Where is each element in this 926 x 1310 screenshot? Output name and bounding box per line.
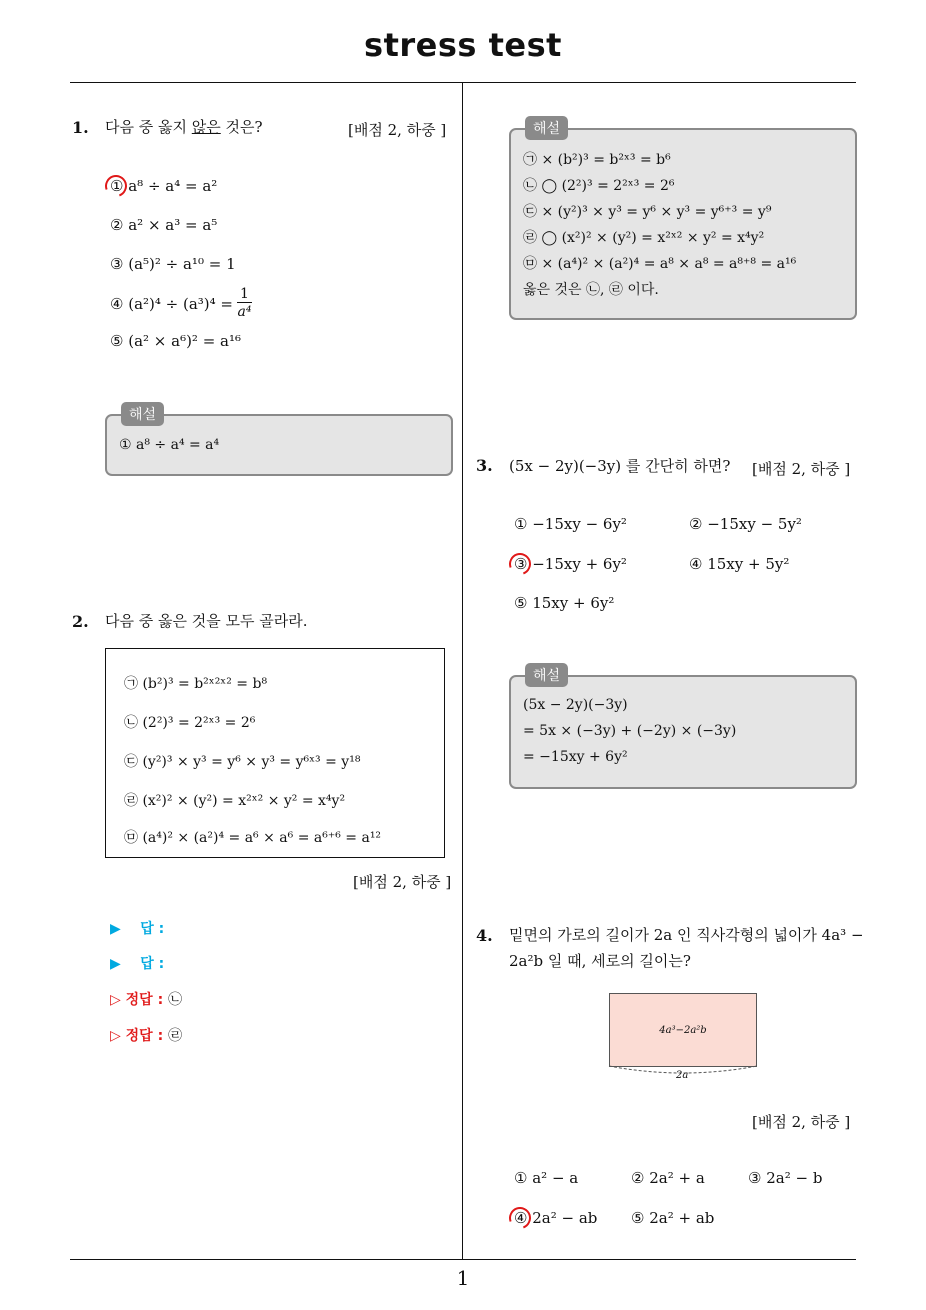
q2-item-5: ㉤ (a⁴)² × (a²)⁴ = a⁶ × a⁶ = a⁶⁺⁶ = a¹² <box>124 830 382 846</box>
q1-option-5[interactable]: ⑤ (a² × a⁶)² = a¹⁶ <box>110 332 242 350</box>
q4-figure-area-label: 4a³−2a²b <box>659 1024 707 1036</box>
q4-score: [배점 2, 하중 ] <box>752 1113 851 1131</box>
q3-score: [배점 2, 하중 ] <box>752 460 851 478</box>
q2-answer-field-1[interactable]: ▶ 답 : <box>110 921 165 937</box>
q2-item-3: ㉢ (y²)³ × y³ = y⁶ × y³ = y⁶ˣ³ = y¹⁸ <box>124 754 361 770</box>
page-number: 1 <box>456 1266 470 1290</box>
q2-correct-answer-2: ▷ 정답 : ㉣ <box>110 1028 183 1044</box>
q4-number: 4. <box>476 926 493 945</box>
q2-explanation-line-1: ㉠ × (b²)³ = b²ˣ³ = b⁶ <box>523 152 671 168</box>
q4-figure-width-label: 2a <box>676 1070 689 1081</box>
column-divider <box>462 83 463 1259</box>
q2-item-2: ㉡ (2²)³ = 2²ˣ³ = 2⁶ <box>124 715 256 731</box>
q3-option-2[interactable]: ② −15xy − 5y² <box>689 515 802 533</box>
triangle-outline-icon: ▷ <box>110 1028 121 1044</box>
q4-option-1[interactable]: ① a² − a <box>514 1169 579 1187</box>
q1-option-4-fraction: $\frac{1}{\text{a⁴}}$ <box>237 286 252 320</box>
q3-explanation-line-3: = −15xy + 6y² <box>523 749 628 765</box>
q2-correct-answer-1: ▷ 정답 : ㉡ <box>110 992 183 1008</box>
q1-score: [배점 2, 하중 ] <box>348 121 447 139</box>
q2-explanation-line-6: 옳은 것은 ㉡, ㉣ 이다. <box>523 282 659 298</box>
q1-option-2[interactable]: ② a² × a³ = a⁵ <box>110 216 218 234</box>
q2-explanation-line-5: ㉤ × (a⁴)² × (a²)⁴ = a⁸ × a⁸ = a⁸⁺⁸ = a¹⁶ <box>523 256 797 272</box>
q3-option-1[interactable]: ① −15xy − 6y² <box>514 515 627 533</box>
q4-option-5[interactable]: ⑤ 2a² + ab <box>631 1209 715 1227</box>
q3-explanation-box <box>509 668 857 789</box>
q4-option-2[interactable]: ② 2a² + a <box>631 1169 705 1187</box>
q2-item-1: ㉠ (b²)³ = b²ˣ²ˣ² = b⁸ <box>124 676 268 692</box>
play-icon: ▶ <box>110 956 121 972</box>
header-rule <box>70 82 856 83</box>
play-icon: ▶ <box>110 921 121 937</box>
q1-number: 1. <box>72 118 89 137</box>
q4-text-line-2: 2a²b 일 때, 세로의 길이는? <box>509 952 691 970</box>
triangle-outline-icon: ▷ <box>110 992 121 1008</box>
q1-option-4[interactable]: ④ (a²)⁴ ÷ (a³)⁴ = $\frac{1}{\text{a⁴}}$ <box>110 286 252 320</box>
q4-option-4[interactable]: ④ 2a² − ab <box>514 1209 598 1227</box>
q2-explanation-line-3: ㉢ × (y²)³ × y³ = y⁶ × y³ = y⁶⁺³ = y⁹ <box>523 204 772 220</box>
footer-rule <box>70 1259 856 1260</box>
q3-explanation-tag: 해설 <box>525 663 568 687</box>
q2-explanation-line-2: ㉡ ◯ (2²)³ = 2²ˣ³ = 2⁶ <box>523 178 675 194</box>
q1-option-3[interactable]: ③ (a⁵)² ÷ a¹⁰ = 1 <box>110 255 236 273</box>
q2-answer-field-2[interactable]: ▶ 답 : <box>110 956 165 972</box>
q2-explanation-line-4: ㉣ ◯ (x²)² × (y²) = x²ˣ² × y² = x⁴y² <box>523 230 765 246</box>
q3-text: (5x − 2y)(−3y) 를 간단히 하면? <box>509 457 731 475</box>
q3-explanation-line-1: (5x − 2y)(−3y) <box>523 697 628 713</box>
q2-number: 2. <box>72 612 89 631</box>
q3-option-4[interactable]: ④ 15xy + 5y² <box>689 555 790 573</box>
q1-answer-mark <box>101 171 130 200</box>
q2-statement-box <box>105 648 445 858</box>
q4-text-line-1: 밑면의 가로의 길이가 2a 인 직사각형의 넓이가 4a³ − <box>509 926 864 944</box>
q2-explanation-tag: 해설 <box>525 116 568 140</box>
q1-explanation-box <box>105 407 453 476</box>
q2-explanation-box <box>509 121 857 320</box>
page-title: stress test <box>364 26 562 64</box>
q2-score: [배점 2, 하중 ] <box>353 873 452 891</box>
q3-answer-mark <box>505 549 534 578</box>
q4-answer-mark <box>505 1203 534 1232</box>
q1-text: 다음 중 옳지 않은 것은? <box>105 118 263 136</box>
q3-option-3[interactable]: ③ −15xy + 6y² <box>514 555 627 573</box>
q4-rectangle-figure <box>609 993 757 1067</box>
q3-option-5[interactable]: ⑤ 15xy + 6y² <box>514 594 615 612</box>
q4-option-3[interactable]: ③ 2a² − b <box>748 1169 823 1187</box>
q1-option-1[interactable]: ① a⁸ ÷ a⁴ = a² <box>110 177 218 195</box>
q2-text: 다음 중 옳은 것을 모두 골라라. <box>105 612 308 630</box>
q1-explanation-line: ① a⁸ ÷ a⁴ = a⁴ <box>119 437 220 453</box>
q3-explanation-line-2: = 5x × (−3y) + (−2y) × (−3y) <box>523 723 737 739</box>
q1-explanation-tag: 해설 <box>121 402 164 426</box>
q3-number: 3. <box>476 456 493 475</box>
q2-item-4: ㉣ (x²)² × (y²) = x²ˣ² × y² = x⁴y² <box>124 793 346 809</box>
